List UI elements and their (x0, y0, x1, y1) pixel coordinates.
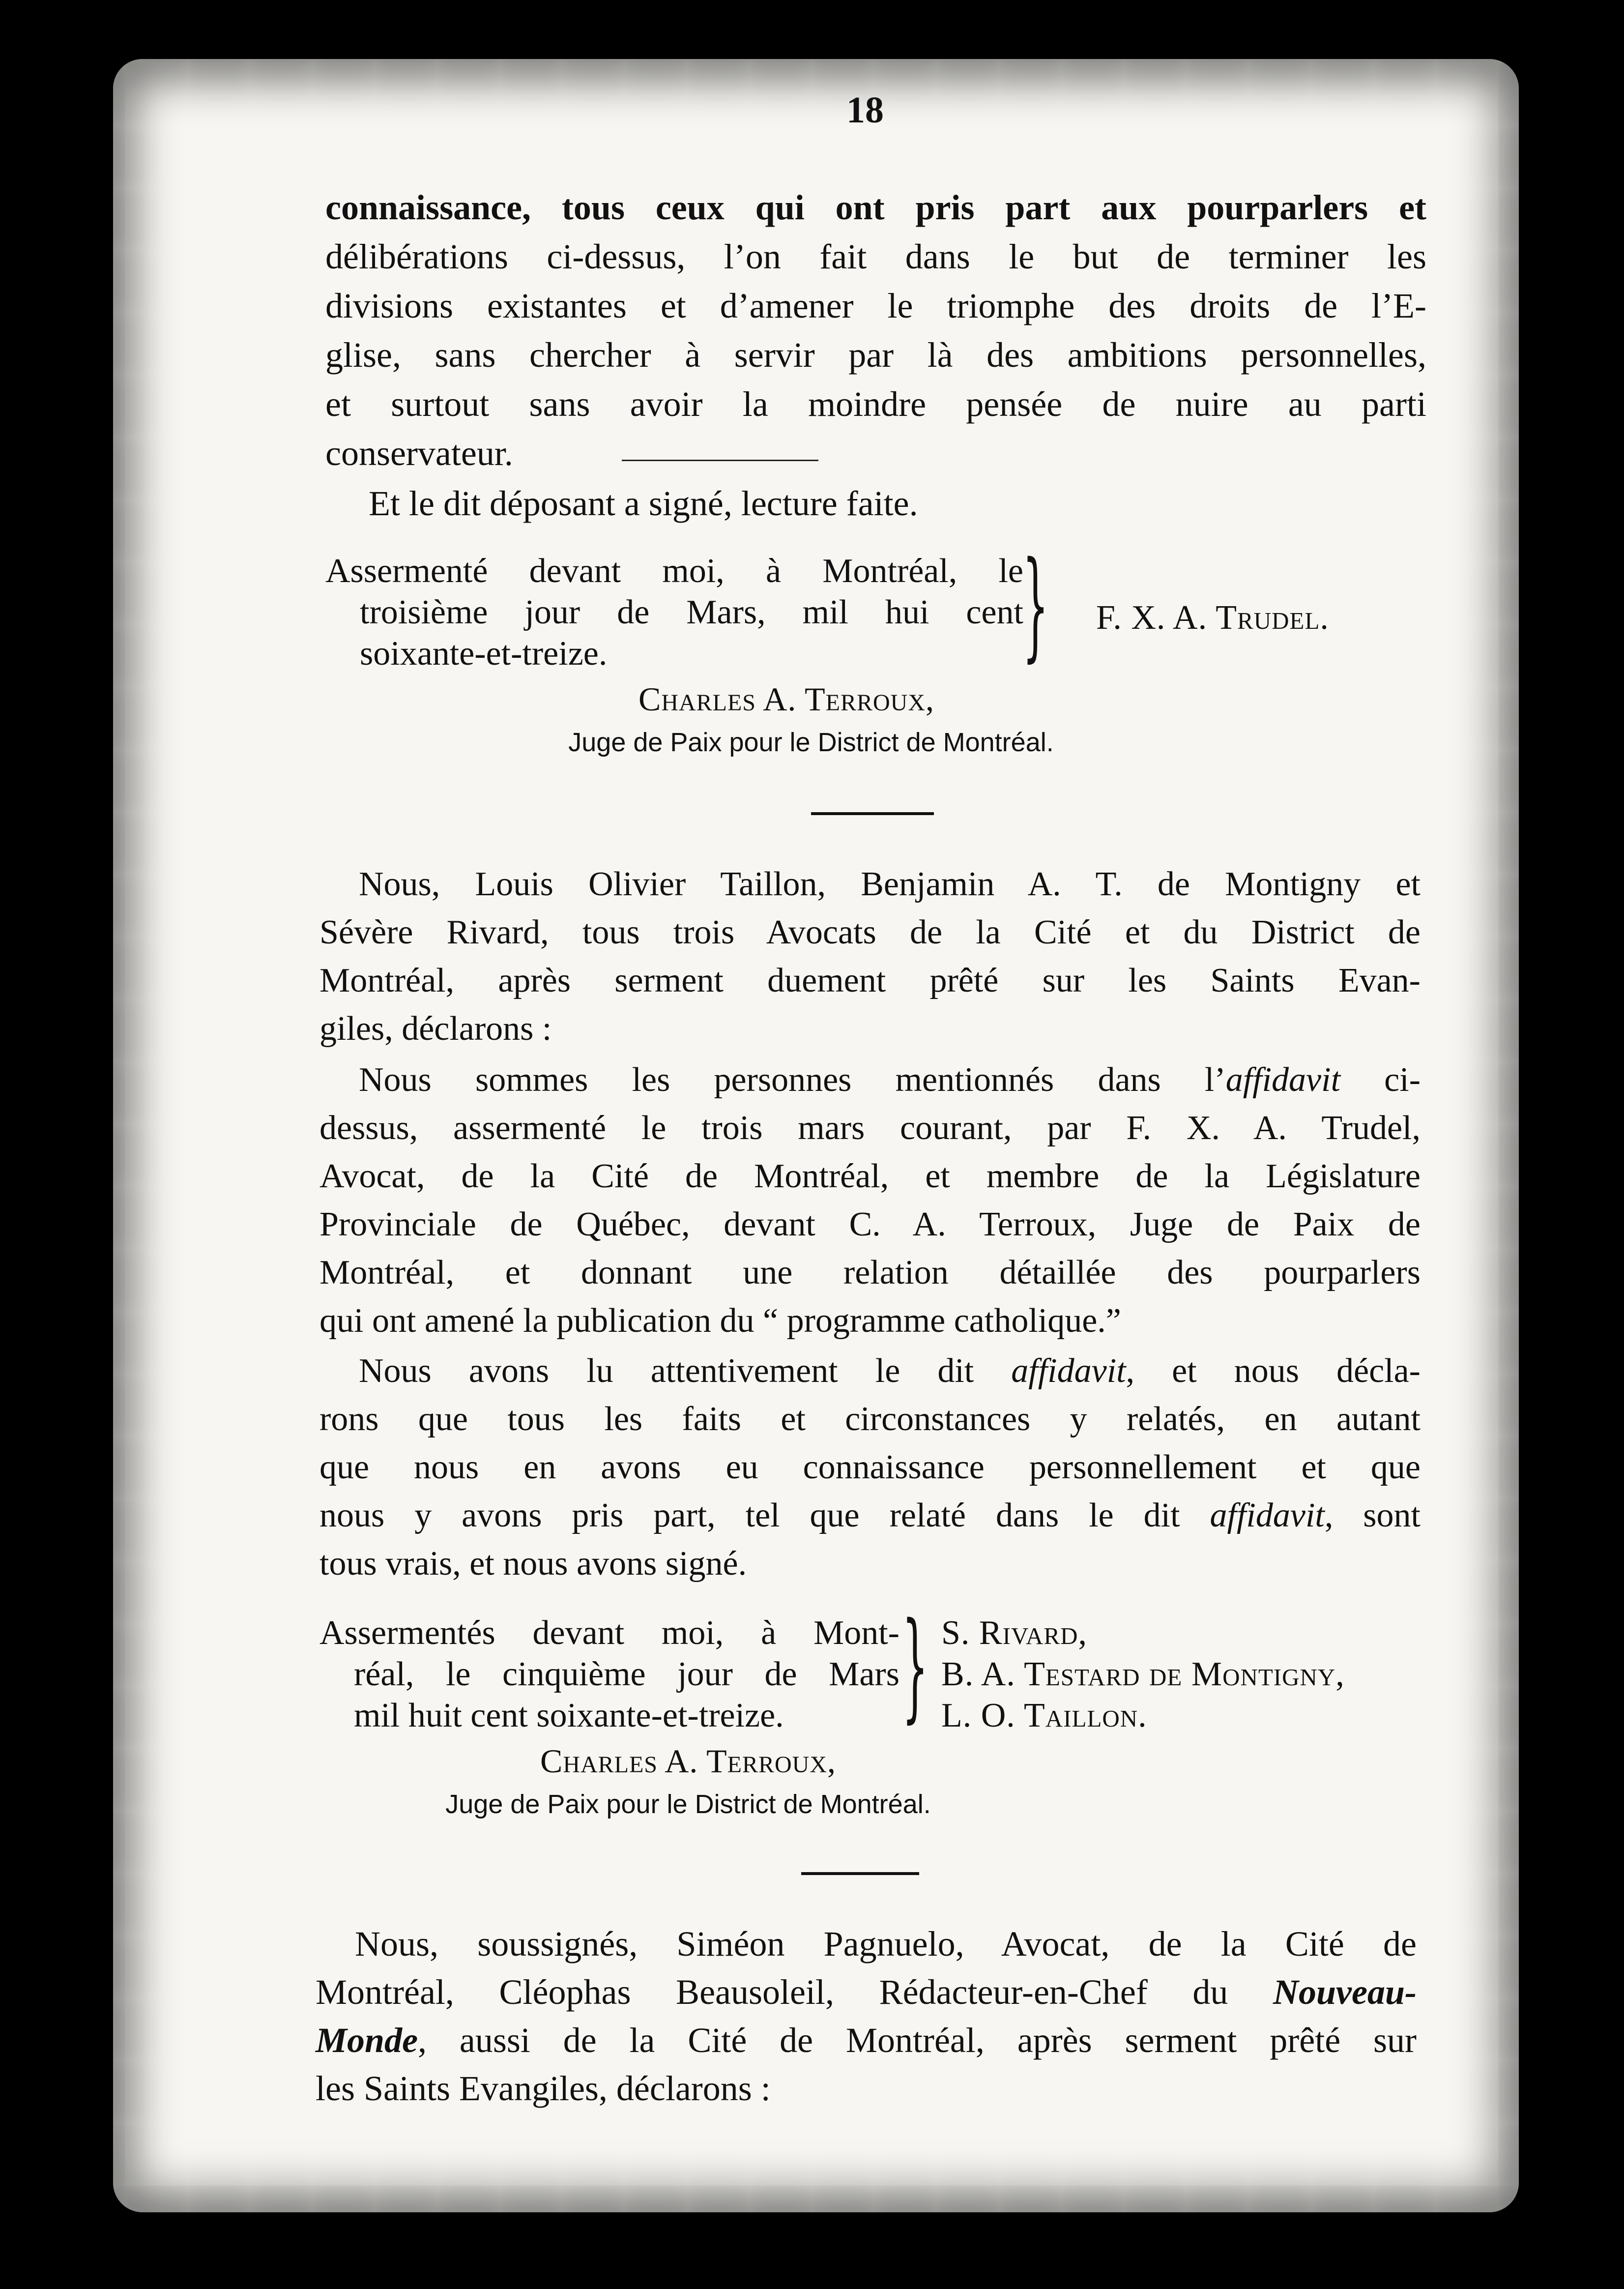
brace: } (1022, 536, 1049, 674)
text-line: et surtout sans avoir la moindre pensée de nuire au parti (325, 384, 1426, 424)
text-line: Avocat, de la Cité de Montréal, et membre de la Législature (319, 1157, 1421, 1195)
paragraph-2 (319, 860, 1421, 1053)
text-line: soixante-et-treize. (360, 635, 608, 673)
text-line: Montréal, Cléophas Beausoleil, Rédacteur-en-Chef du Nouveau- (316, 1972, 1417, 2012)
page-number: 18 (846, 89, 884, 131)
text-line: délibérations ci-dessus, l’on fait dans le but de terminer les (325, 237, 1426, 276)
text-line: divisions existantes et d’amener le triomphe des droits de l’E- (325, 286, 1426, 325)
text-line: Monde, aussi de la Cité de Montréal, après serment prêté sur (316, 2021, 1417, 2060)
section-divider (811, 812, 934, 815)
text-line: nous y avons pris part, tel que relaté dans le dit affidavit, sont (319, 1497, 1421, 1534)
text-line: troisième jour de Mars, mil hui cent (360, 593, 1023, 631)
text-line: connaissance, tous ceux qui ont pris part aux pourparlers et (325, 188, 1426, 227)
text-line: Provinciale de Québec, devant C. A. Terroux, Juge de Paix de (319, 1205, 1421, 1243)
text-line: Montréal, après serment duement prêté sur les Saints Evan- (319, 962, 1421, 999)
paragraph-5 (316, 1920, 1417, 2113)
text-line: Nous, Louis Olivier Taillon, Benjamin A. T. de Montigny et (359, 865, 1421, 903)
oath-2-text (319, 1613, 899, 1736)
text-line: tous vrais, et nous avons signé. (319, 1545, 747, 1583)
judge-title-2: Juge de Paix pour le District de Montréal. (445, 1790, 931, 1819)
text-line: Sévère Rivard, tous trois Avocats de la Cité et du District de (319, 913, 1421, 951)
signer-rivard: S. Rivard, (941, 1614, 1087, 1652)
oath-1-signer: F. X. A. Trudel. (1096, 599, 1329, 637)
judge-name-1: Charles A. Terroux, (638, 680, 935, 718)
text-line: Nous, soussignés, Siméon Pagnuelo, Avocat, de la Cité de (355, 1924, 1417, 1964)
text-line: que nous en avons eu connaissance personnellement et que (319, 1448, 1421, 1486)
text-line: dessus, assermenté le trois mars courant, par F. X. A. Trudel, (319, 1109, 1421, 1147)
signer-montigny: B. A. Testard de Montigny, (941, 1655, 1345, 1693)
text-line: qui ont amené la publication du “ programme catholique.” (319, 1302, 1121, 1340)
oath-2-signers (941, 1613, 1433, 1736)
text-line: Montréal, et donnant une relation détaillée des pourparlers (319, 1254, 1421, 1291)
text-line: mil huit cent soixante-et-treize. (354, 1697, 784, 1734)
text-line: réal, le cinquième jour de Mars (354, 1655, 899, 1693)
signer-taillon: L. O. Taillon. (941, 1697, 1147, 1734)
judge-title-1: Juge de Paix pour le District de Montréal. (568, 728, 1054, 757)
short-dash (622, 460, 818, 461)
brace: } (902, 1597, 928, 1734)
section-divider (801, 1872, 919, 1875)
paragraph-1 (325, 183, 1426, 478)
text-line: giles, déclarons : (319, 1010, 552, 1048)
text-line: Assermentés devant moi, à Mont- (319, 1614, 899, 1652)
text-line: Nous avons lu attentivement le dit affidavit, et nous décla- (359, 1352, 1421, 1390)
judge-name-2: Charles A. Terroux, (540, 1742, 837, 1780)
signed-statement-1: Et le dit déposant a signé, lecture faite. (369, 484, 918, 523)
text-line: conservateur. (325, 434, 513, 473)
text-line: rons que tous les faits et circonstances y relatés, en autant (319, 1400, 1421, 1438)
text-line: les Saints Evangiles, déclarons : (316, 2069, 771, 2108)
text-line: Assermenté devant moi, à Montréal, le (325, 552, 1023, 590)
text-line: glise, sans chercher à servir par là des ambitions personnelles, (325, 335, 1426, 375)
text-line: Nous sommes les personnes mentionnés dans l’affidavit ci- (359, 1061, 1421, 1099)
paragraph-3 (319, 1056, 1421, 1345)
oath-1-text (325, 551, 1023, 675)
paragraph-4 (319, 1347, 1421, 1588)
